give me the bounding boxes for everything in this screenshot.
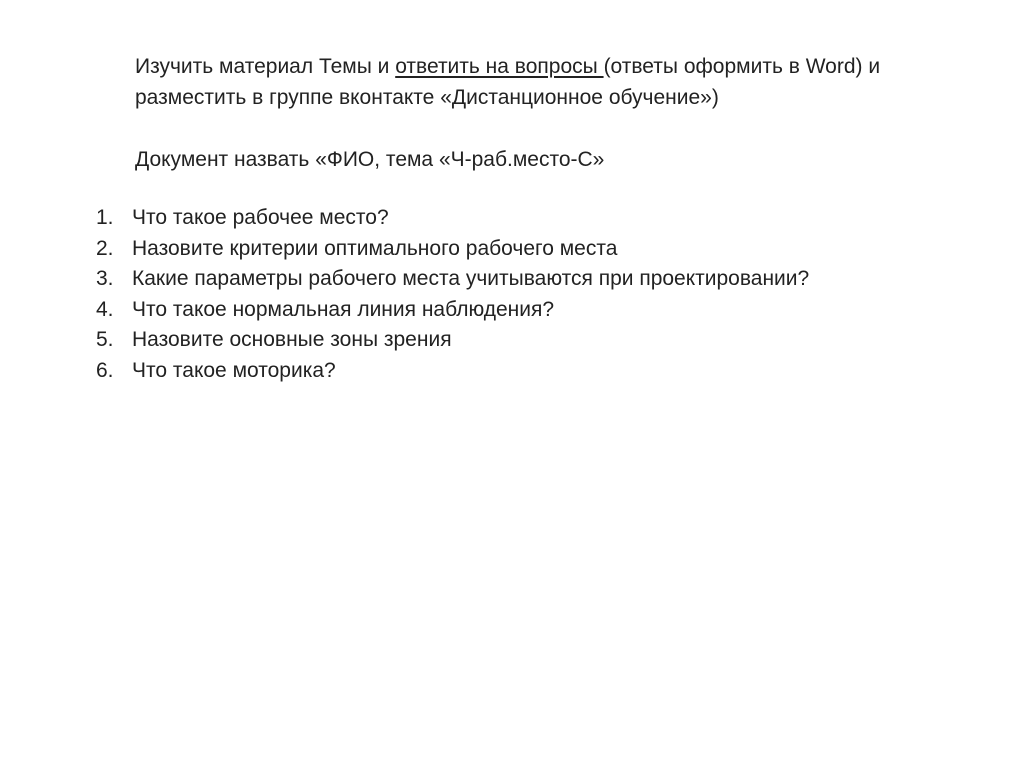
question-item [96, 356, 976, 387]
instructions-text-start: Изучить материал Темы и [135, 55, 396, 78]
question-text: Что такое рабочее место? [132, 206, 389, 229]
instructions-text-end: (ответы оформить в Word) и [603, 55, 881, 78]
question-text: Что такое моторика? [132, 358, 336, 382]
question-number: 1. [96, 206, 114, 229]
question-text: Что такое нормальная линия наблюдения? [132, 297, 555, 321]
instructions-line-2: разместить в группе вконтакте «Дистанционное обучение») [135, 86, 719, 109]
question-text: Назовите основные зоны зрения [132, 328, 452, 351]
question-number: 3. [96, 267, 114, 290]
question-number: 5. [96, 328, 114, 351]
question-text: Назовите критерии оптимального рабочего места [132, 236, 618, 260]
question-item [96, 264, 976, 295]
document-naming-instruction: Документ назвать «ФИО, тема «Ч-раб.место-С» [135, 148, 605, 171]
question-number: 4. [96, 297, 114, 321]
question-number: 2. [96, 236, 114, 260]
questions-list [96, 203, 976, 386]
question-item [96, 295, 976, 326]
question-number: 6. [96, 358, 114, 382]
instructions-line-1 [135, 51, 985, 82]
question-item [96, 203, 976, 234]
question-item [96, 325, 976, 356]
question-text: Какие параметры рабочего места учитываются при проектировании? [132, 267, 810, 290]
instructions-paragraph [135, 51, 985, 113]
question-item [96, 234, 976, 265]
answer-questions-underlined: ответить на вопросы [395, 55, 604, 78]
